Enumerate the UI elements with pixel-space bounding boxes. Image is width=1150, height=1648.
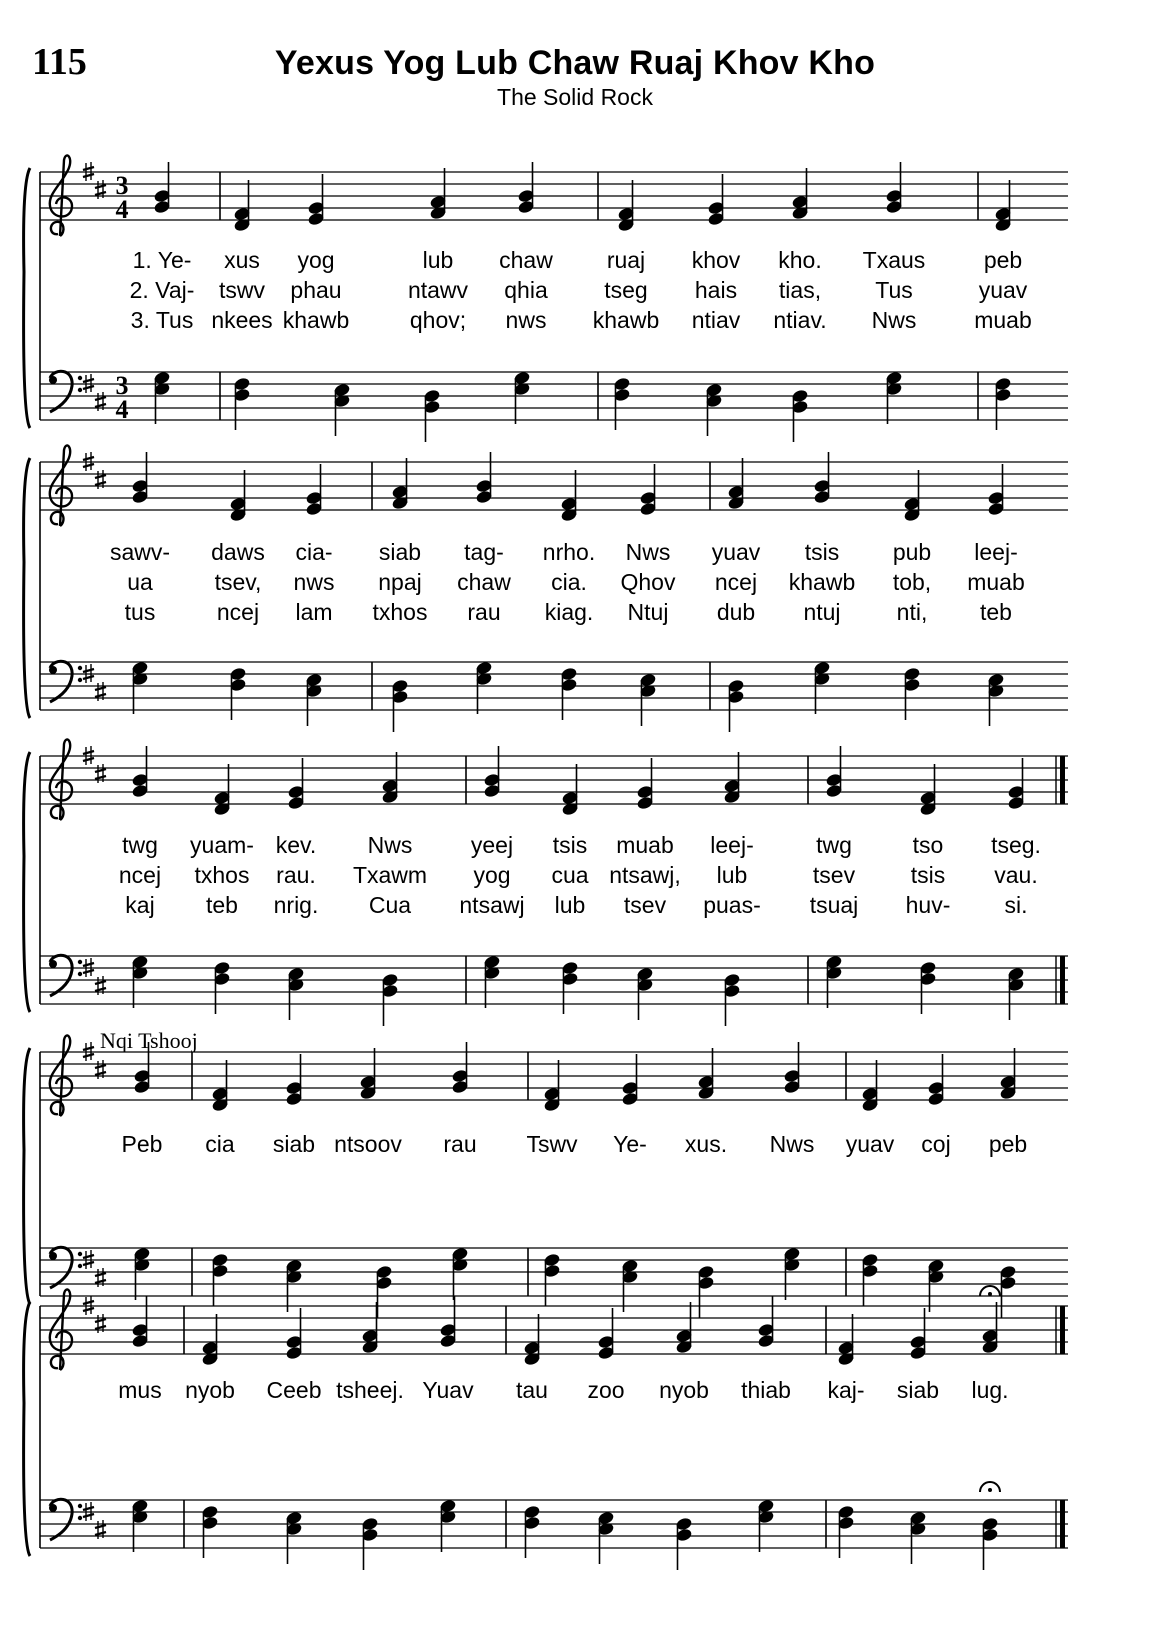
note (233, 376, 251, 430)
lyric-syllable: phau (290, 277, 342, 303)
note (201, 1314, 219, 1367)
lyric-syllable: tso (912, 832, 944, 858)
lyric-syllable: tsis (804, 539, 840, 565)
note (927, 1054, 945, 1107)
lyric-syllable: peb (983, 247, 1023, 273)
lyric-syllable: lub (422, 247, 454, 273)
lyric-syllable: ncej (216, 599, 260, 625)
lyric-syllable: khawb (592, 307, 660, 333)
note (697, 1264, 715, 1318)
lyric-syllable: leej- (974, 539, 1018, 565)
time-signature (116, 171, 129, 224)
note (675, 1516, 693, 1570)
note (723, 752, 741, 805)
lyric-syllable: nkees (211, 307, 273, 333)
note (423, 388, 441, 442)
note (561, 764, 579, 817)
note (305, 672, 323, 726)
note (429, 168, 447, 221)
lyric-syllable: cia. (551, 569, 587, 595)
note (697, 1048, 715, 1101)
system-2 (24, 458, 1025, 718)
note (483, 954, 501, 1008)
note (381, 972, 399, 1026)
lyric-syllable: tsis (910, 862, 946, 888)
lyric-syllable: tau (516, 1377, 548, 1403)
lyric-syllable: leej- (710, 832, 754, 858)
note (361, 1516, 379, 1570)
lyric-syllable: kho. (778, 247, 822, 273)
lyric-syllable: Yuav (422, 1377, 474, 1403)
lyric-syllable: dub (716, 599, 756, 625)
lyric-syllable: Nws (769, 1131, 815, 1157)
note (131, 1498, 149, 1552)
system-bracket (24, 168, 30, 428)
lyric-syllable: kaj- (827, 1377, 865, 1403)
lyric-syllable: puas- (703, 892, 761, 918)
note (285, 1054, 303, 1107)
note (391, 678, 409, 732)
note (287, 966, 305, 1020)
treble-staff (40, 756, 1068, 804)
note (131, 452, 149, 505)
note (903, 666, 921, 720)
lyric-syllable: txhos (372, 599, 428, 625)
lyric-syllable: ncej (118, 862, 162, 888)
note (861, 1060, 879, 1113)
lyric-syllable: tseg. (991, 832, 1041, 858)
note (919, 764, 937, 817)
note (131, 746, 149, 799)
lyric-syllable: teb (206, 892, 238, 918)
lyric-syllable: yuam- (190, 832, 254, 858)
note (999, 1048, 1017, 1101)
lyric-syllable: ruaj (606, 247, 646, 273)
lyric-syllable: 3. Tus (130, 307, 194, 333)
lyric-syllable: Peb (121, 1131, 163, 1157)
note (229, 470, 247, 523)
note (636, 966, 654, 1020)
lyric-syllable: coj (921, 1131, 951, 1157)
note (757, 1498, 775, 1552)
lyric-syllable: tsev (623, 892, 667, 918)
lyric-syllable: yeej (470, 832, 514, 858)
lyric-syllable: lub (716, 862, 748, 888)
note (305, 464, 323, 517)
system-3 (24, 752, 1065, 1012)
bass-staff (40, 1500, 1068, 1548)
note (813, 660, 831, 714)
lyric-syllable: huv- (905, 892, 951, 918)
lyric-syllable: ntiav. (773, 307, 827, 333)
lyric-syllable: khov (691, 247, 741, 273)
system-bracket (24, 458, 30, 718)
note (513, 370, 531, 424)
lyric-syllable: qhov; (409, 307, 467, 333)
note (617, 180, 635, 233)
note (927, 1258, 945, 1312)
lyric-syllable: siab (272, 1131, 316, 1157)
hymn-subtitle: The Solid Rock (497, 84, 653, 110)
lyric-syllable: si. (1004, 892, 1028, 918)
note (597, 1308, 615, 1361)
note (727, 678, 745, 732)
note (825, 746, 843, 799)
note (791, 388, 809, 442)
note (523, 1504, 541, 1558)
lyric-syllable: rau. (276, 862, 316, 888)
lyric-syllable: ntsawj (459, 892, 525, 918)
lyric-syllable: nrig. (273, 892, 319, 918)
note (621, 1258, 639, 1312)
lyric-syllable: Nws (625, 539, 671, 565)
note (1007, 758, 1025, 811)
lyric-syllable: ntuj (803, 599, 841, 625)
lyric-syllable: muab (974, 307, 1032, 333)
lyric-syllable: muab (616, 832, 674, 858)
note (543, 1252, 561, 1306)
note (636, 758, 654, 811)
bass-clef-icon (49, 371, 82, 412)
lyric-syllable: Ntuj (627, 599, 669, 625)
note (133, 1246, 151, 1300)
lyric-syllable: tus (124, 599, 156, 625)
note (837, 1314, 855, 1367)
lyric-syllable: twg (816, 832, 852, 858)
note (707, 174, 725, 227)
lyric-syllable: ntawv (407, 277, 469, 303)
lyric-syllable: tag- (464, 539, 504, 565)
bass-staff (40, 956, 1068, 1004)
lyric-syllable: cia (205, 1131, 235, 1157)
lyric-syllable: tsuaj (809, 892, 859, 918)
note (783, 1246, 801, 1300)
note (909, 1308, 927, 1361)
lyric-syllable: lug. (971, 1377, 1009, 1403)
lyric-syllable: siab (378, 539, 422, 565)
lyric-syllable: nrho. (542, 539, 596, 565)
lyric-syllable: kev. (275, 832, 317, 858)
lyric-syllable: kiag. (544, 599, 594, 625)
lyric-syllable: nti, (896, 599, 928, 625)
lyric-syllable: Tswv (526, 1131, 578, 1157)
lyric-syllable: khawb (788, 569, 856, 595)
note (285, 1308, 303, 1361)
note (361, 1302, 379, 1355)
lyric-syllable: twg (122, 832, 158, 858)
lyric-syllable: nyob (185, 1377, 235, 1403)
lyric-syllable: peb (988, 1131, 1028, 1157)
note (885, 370, 903, 424)
note (837, 1504, 855, 1558)
note (987, 672, 1005, 726)
note (861, 1252, 879, 1306)
lyric-syllable: Nws (871, 307, 917, 333)
note (475, 452, 493, 505)
note (451, 1246, 469, 1300)
system-bracket (24, 1302, 30, 1556)
lyric-syllable: yuav (845, 1131, 895, 1157)
lyric-syllable: ncej (714, 569, 758, 595)
lyric-syllable: yuav (978, 277, 1028, 303)
lyric-syllable: tswv (219, 277, 265, 303)
note (1007, 966, 1025, 1020)
bass-clef-icon (49, 1247, 82, 1288)
note (131, 954, 149, 1008)
time-signature (116, 371, 129, 424)
lyric-syllable: 1. Ye- (132, 247, 192, 273)
lyric-syllable: Txawm (352, 862, 428, 888)
lyric-syllable: tsis (552, 832, 588, 858)
lyric-syllable: rau (467, 599, 501, 625)
lyric-syllable: rau (443, 1131, 477, 1157)
note (131, 660, 149, 714)
treble-staff (40, 172, 1068, 220)
lyric-syllable: chaw (499, 247, 553, 273)
note (813, 452, 831, 505)
lyric-syllable: teb (980, 599, 1012, 625)
lyric-syllable: tob, (892, 569, 932, 595)
lyric-syllable: yuav (711, 539, 761, 565)
note (994, 376, 1012, 430)
lyric-syllable: Txaus (862, 247, 926, 273)
lyric-syllable: pub (892, 539, 932, 565)
lyric-syllable: nws (505, 307, 547, 333)
note (233, 180, 251, 233)
note (783, 1042, 801, 1095)
lyric-syllable: tseg (604, 277, 648, 303)
note (825, 954, 843, 1008)
lyric-syllable: 2. Vaj- (129, 277, 195, 303)
bass-staff (40, 372, 1068, 420)
note (561, 960, 579, 1014)
lyric-syllable: hais (694, 277, 738, 303)
note (639, 464, 657, 517)
note (909, 1510, 927, 1564)
lyric-syllable: Tus (875, 277, 913, 303)
note (153, 162, 171, 215)
note (483, 746, 501, 799)
lyric-syllable: ua (127, 569, 153, 595)
note (727, 458, 745, 511)
lyric-syllable: ntsoov (334, 1131, 402, 1157)
lyric-syllable: qhia (504, 277, 548, 303)
bass-clef-icon (49, 661, 82, 702)
note (621, 1054, 639, 1107)
lyric-syllable: lub (554, 892, 586, 918)
note (791, 168, 809, 221)
note (287, 758, 305, 811)
note (987, 464, 1005, 517)
lyric-syllable: Nws (367, 832, 413, 858)
lyric-syllable: vau. (994, 862, 1038, 888)
lyric-syllable: xus. (684, 1131, 728, 1157)
hymn-title: Yexus Yog Lub Chaw Ruaj Khov Kho (274, 44, 876, 82)
lyric-syllable: tsev, (214, 569, 262, 595)
system-bracket (24, 752, 30, 1012)
note (285, 1258, 303, 1312)
note (439, 1296, 457, 1349)
lyric-syllable: tsheej. (336, 1377, 404, 1403)
refrain-marking: Nqi Tshooj (100, 1028, 198, 1053)
system-5 (24, 1286, 1065, 1556)
note (201, 1504, 219, 1558)
note (560, 470, 578, 523)
note (475, 660, 493, 714)
note (131, 1296, 149, 1349)
note (375, 1264, 393, 1318)
note (981, 1302, 999, 1355)
bass-clef-icon (49, 1499, 82, 1540)
time-signature-top: 3 (115, 371, 129, 400)
lyric-syllable: ntiav (691, 307, 741, 333)
lyric-syllable: siab (896, 1377, 940, 1403)
lyric-syllable: kaj (125, 892, 155, 918)
note (560, 666, 578, 720)
note (517, 162, 535, 215)
lyric-syllable: tsev (812, 862, 856, 888)
lyric-syllable: tias, (778, 277, 822, 303)
note (381, 752, 399, 805)
note (613, 376, 631, 430)
note (359, 1048, 377, 1101)
note (885, 162, 903, 215)
lyric-syllable: sawv- (109, 539, 171, 565)
note (285, 1510, 303, 1564)
note (981, 1516, 999, 1570)
note (213, 764, 231, 817)
lyric-syllable: khawb (282, 307, 350, 333)
lyric-syllable: xus (224, 247, 260, 273)
note (999, 1264, 1017, 1318)
system-bracket (24, 1048, 30, 1304)
lyric-syllable: cua (551, 862, 589, 888)
time-signature-bottom: 4 (115, 395, 129, 424)
lyric-syllable: nws (293, 569, 335, 595)
note (675, 1302, 693, 1355)
time-signature-bottom: 4 (115, 195, 129, 224)
lyric-syllable: cia- (295, 539, 333, 565)
note (153, 370, 171, 424)
note (451, 1042, 469, 1095)
lyric-syllable: daws (211, 539, 265, 565)
note (523, 1314, 541, 1367)
note (639, 672, 657, 726)
note (211, 1060, 229, 1113)
lyric-syllable: zoo (587, 1377, 625, 1403)
note (307, 174, 325, 227)
lyric-syllable: Ceeb (266, 1377, 322, 1403)
note (903, 470, 921, 523)
lyric-syllable: lam (295, 599, 333, 625)
note (213, 960, 231, 1014)
lyric-syllable: nyob (659, 1377, 709, 1403)
lyric-syllable: chaw (457, 569, 511, 595)
time-signature-top: 3 (115, 171, 129, 200)
lyric-syllable: Ye- (613, 1131, 647, 1157)
note (211, 1252, 229, 1306)
note (391, 458, 409, 511)
lyric-syllable: txhos (194, 862, 250, 888)
note (333, 382, 351, 436)
hymn-number: 115 (32, 41, 87, 83)
note (705, 382, 723, 436)
note (994, 180, 1012, 233)
lyric-syllable: mus (118, 1377, 162, 1403)
lyric-syllable: Qhov (620, 569, 676, 595)
note (757, 1296, 775, 1349)
note (597, 1510, 615, 1564)
note (229, 666, 247, 720)
note (543, 1060, 561, 1113)
lyric-syllable: npaj (378, 569, 422, 595)
lyric-syllable: ntsawj, (609, 862, 681, 888)
note (919, 960, 937, 1014)
lyric-syllable: yog (297, 247, 335, 273)
lyric-syllable: muab (967, 569, 1025, 595)
bass-clef-icon (49, 955, 82, 996)
note (439, 1498, 457, 1552)
note (723, 972, 741, 1026)
lyric-syllable: Cua (368, 892, 412, 918)
lyric-syllable: thiab (741, 1377, 791, 1403)
lyric-syllable: yog (473, 862, 511, 888)
